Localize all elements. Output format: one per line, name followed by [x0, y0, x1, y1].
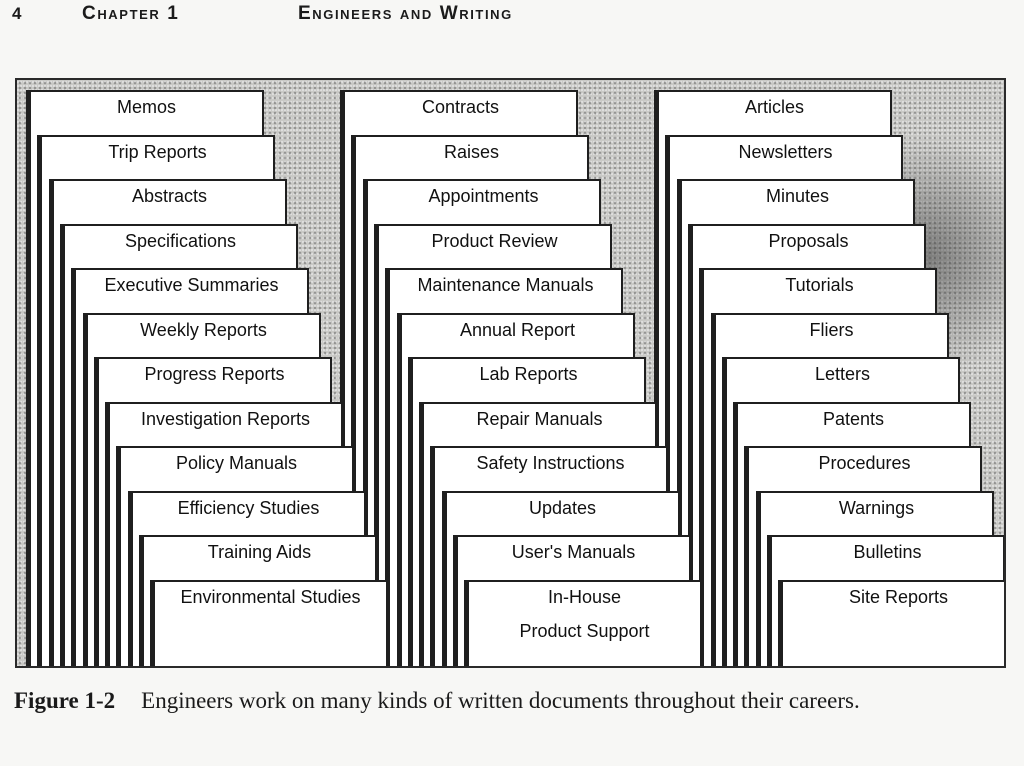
document-card: Safety Instructions: [433, 446, 668, 668]
document-card: Patents: [736, 402, 971, 668]
document-card: Investigation Reports: [108, 402, 343, 668]
document-card: Tutorials: [702, 268, 937, 668]
document-card: Contracts: [343, 90, 578, 668]
document-card: Environmental Studies: [153, 580, 388, 668]
document-card: Repair Manuals: [422, 402, 657, 668]
document-card: Lab Reports: [411, 357, 646, 668]
document-card: Newsletters: [668, 135, 903, 668]
document-card: Weekly Reports: [86, 313, 321, 668]
document-card: Specifications: [63, 224, 298, 668]
document-card: Annual Report: [400, 313, 635, 668]
document-card: Site Reports: [781, 580, 1006, 668]
page-number: 4: [12, 4, 24, 23]
running-head: [12, 2, 513, 26]
figure-caption: [14, 683, 1004, 719]
document-card: Product Review: [377, 224, 612, 668]
document-card: Procedures: [747, 446, 982, 668]
figure-document-stacks: [15, 78, 1006, 668]
document-card: Fliers: [714, 313, 949, 668]
chapter-label: Chapter 1: [82, 3, 180, 24]
document-card: Raises: [354, 135, 589, 668]
document-card: Minutes: [680, 179, 915, 668]
caption-text: Engineers work on many kinds of written documents throughout their careers.: [141, 688, 860, 713]
document-card: Training Aids: [142, 535, 377, 668]
document-card: Articles: [657, 90, 892, 668]
document-card: Progress Reports: [97, 357, 332, 668]
document-card: Bulletins: [770, 535, 1005, 668]
document-card: User's Manuals: [456, 535, 691, 668]
document-card: In-House Product Support: [467, 580, 702, 668]
chapter-title: Engineers and Writing: [298, 3, 513, 24]
document-card: Efficiency Studies: [131, 491, 366, 668]
document-card: Policy Manuals: [119, 446, 354, 668]
document-card: Appointments: [366, 179, 601, 668]
document-card: Trip Reports: [40, 135, 275, 668]
figure-label: Figure 1-2: [14, 688, 116, 713]
document-card: Updates: [445, 491, 680, 668]
document-card: Proposals: [691, 224, 926, 668]
document-card: Warnings: [759, 491, 994, 668]
document-card: Executive Summaries: [74, 268, 309, 668]
document-card: Abstracts: [52, 179, 287, 668]
document-card: Maintenance Manuals: [388, 268, 623, 668]
document-card: Memos: [29, 90, 264, 668]
document-card: Letters: [725, 357, 960, 668]
